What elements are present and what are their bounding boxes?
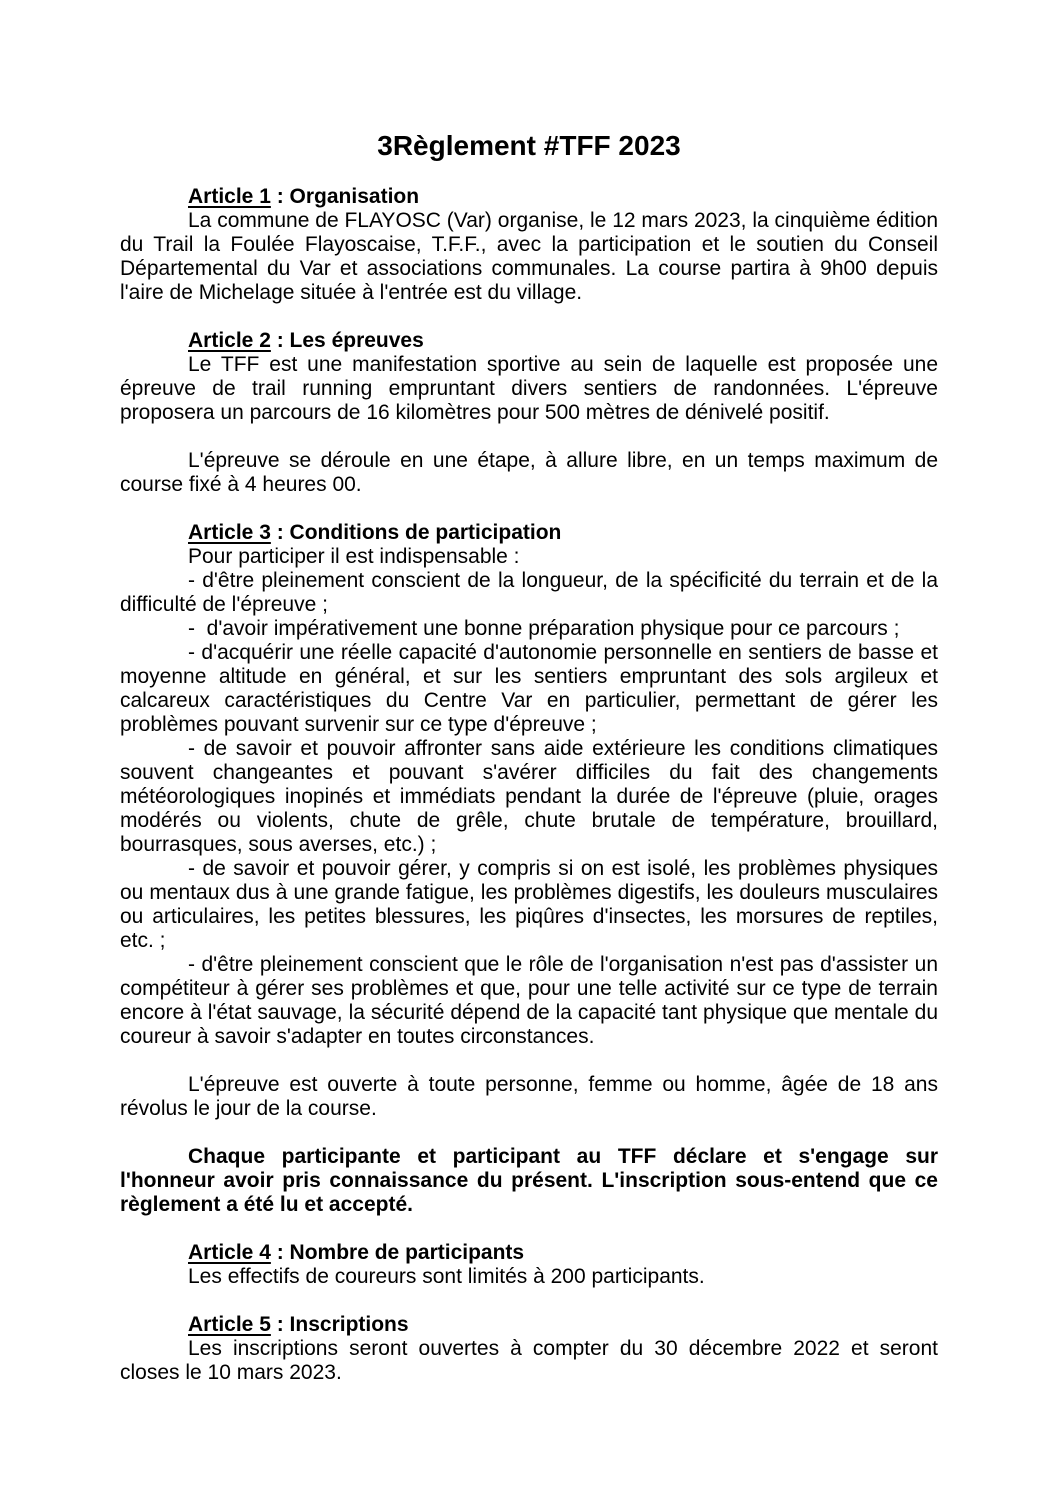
article-1-heading-label: Article 1: [188, 185, 271, 208]
article-3-condition-3: - d'acquérir une réelle capacité d'autonomie personnelle en sentiers de basse et moyenne altitude en général, et sur les sentiers empruntant des sols argileux et calcareux caractéristiques du Centre Var en particulier, permettant de gérer les problèmes pouvant survenir sur ce type d'épreuve ;: [120, 641, 938, 736]
article-1-section: [120, 185, 938, 305]
article-3-heading-separator: :: [270, 521, 290, 544]
article-3-heading-label: Article 3: [188, 521, 271, 544]
article-4-paragraph: Les effectifs de coureurs sont limités à 200 participants.: [188, 1265, 705, 1288]
article-5-heading-label: Article 5: [188, 1313, 271, 1336]
article-1-heading-title: Organisation: [289, 185, 420, 208]
article-2-paragraph-2: L'épreuve se déroule en une étape, à allure libre, en un temps maximum de course fixé à 4 heures 00.: [120, 449, 938, 496]
article-1-heading: [188, 185, 938, 209]
article-2-heading: [188, 329, 938, 353]
article-4-heading-separator: :: [270, 1241, 290, 1264]
article-4-heading: [188, 1241, 938, 1265]
article-3-condition-5: - de savoir et pouvoir gérer, y compris si on est isolé, les problèmes physiques ou mentaux dus à une grande fatigue, les problèmes digestifs, les douleurs musculaires ou articulaires, les petites blessures, les piqûres d'insectes, les morsures de reptiles, etc. ;: [120, 857, 938, 952]
article-5-heading-separator: :: [270, 1313, 290, 1336]
article-2-heading-title: Les épreuves: [289, 329, 424, 352]
article-3-eligibility-paragraph: L'épreuve est ouverte à toute personne, femme ou homme, âgée de 18 ans révolus le jour de la course.: [120, 1073, 938, 1120]
article-5-paragraph: Les inscriptions seront ouvertes à compter du 30 décembre 2022 et seront closes le 10 mars 2023.: [120, 1337, 938, 1384]
article-5-heading: [188, 1313, 938, 1337]
article-1-heading-separator: :: [270, 185, 290, 208]
article-2-section: [120, 329, 938, 497]
article-2-paragraph-1: Le TFF est une manifestation sportive au sein de laquelle est proposée une épreuve de trail running empruntant divers sentiers de randonnées. L'épreuve proposera un parcours de 16 kilomètres pour 500 mètres de dénivelé positif.: [120, 353, 938, 424]
article-2-heading-separator: :: [270, 329, 290, 352]
article-3-condition-2: - d'avoir impérativement une bonne préparation physique pour ce parcours ;: [188, 617, 900, 640]
article-3-pledge-paragraph: Chaque participante et participant au TFF déclare et s'engage sur l'honneur avoir pris connaissance du présent. L'inscription sous-entend que ce règlement a été lu et accepté.: [120, 1145, 938, 1216]
article-3-heading-title: Conditions de participation: [289, 521, 562, 544]
article-2-heading-label: Article 2: [188, 329, 271, 352]
article-4-heading-label: Article 4: [188, 1241, 271, 1264]
article-1-paragraph: La commune de FLAYOSC (Var) organise, le 12 mars 2023, la cinquième édition du Trail la Foulée Flayoscaise, T.F.F., avec la participation et le soutien du Conseil Départemental du Var et associations communales. La course partira à 9h00 depuis l'aire de Michelage située à l'entrée est du village.: [120, 209, 938, 304]
article-4-heading-title: Nombre de participants: [289, 1241, 525, 1264]
article-3-condition-1: - d'être pleinement conscient de la longueur, de la spécificité du terrain et de la difficulté de l'épreuve ;: [120, 569, 938, 616]
article-3-section: [120, 521, 938, 1217]
article-3-intro: Pour participer il est indispensable :: [188, 545, 520, 568]
document-title: 3Règlement #TFF 2023: [377, 130, 681, 161]
article-5-section: [120, 1313, 938, 1385]
article-4-section: [120, 1241, 938, 1289]
article-3-condition-6: - d'être pleinement conscient que le rôle de l'organisation n'est pas d'assister un compétiteur à gérer ses problèmes et que, pour une telle activité sur ce type de terrain encore à l'état sauvage, la sécurité dépend de la capacité tant physique que mentale du coureur à savoir s'adapter en toutes circonstances.: [120, 953, 938, 1048]
article-3-condition-4: - de savoir et pouvoir affronter sans aide extérieure les conditions climatiques souvent changeantes et pouvant s'avérer difficiles du fait des changements météorologiques inopinés et immédiats pendant la durée de l'épreuve (pluie, orages modérés ou violents, chute de grêle, chute brutale de température, brouillard, bourrasques, sous averses, etc.) ;: [120, 737, 938, 856]
article-5-heading-title: Inscriptions: [289, 1313, 409, 1336]
article-3-heading: [188, 521, 938, 545]
